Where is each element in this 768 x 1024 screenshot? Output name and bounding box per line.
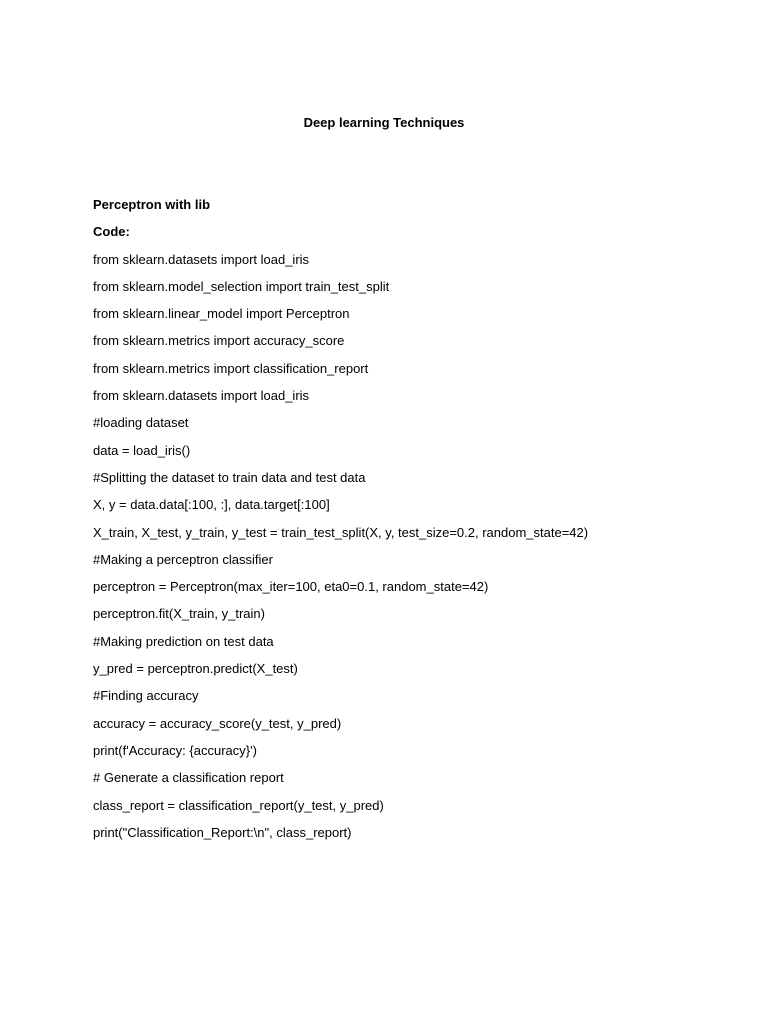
code-line: from sklearn.metrics import classification_report [93, 360, 369, 376]
document-title: Deep learning Techniques [303, 115, 465, 130]
code-line: class_report = classification_report(y_test, y_pred) [93, 797, 384, 813]
code-line: from sklearn.linear_model import Perceptron [93, 306, 350, 322]
code-label: Code: [93, 224, 130, 240]
code-line: print("Classification_Report:\n", class_report) [93, 824, 352, 840]
code-line: perceptron = Perceptron(max_iter=100, eta0=0.1, random_state=42) [93, 579, 489, 595]
code-comment: #Splitting the dataset to train data and test data [93, 469, 366, 485]
code-line: print(f'Accuracy: {accuracy}') [93, 742, 257, 758]
code-line: from sklearn.model_selection import train_test_split [93, 278, 390, 294]
code-line: perceptron.fit(X_train, y_train) [93, 606, 265, 622]
code-line: from sklearn.datasets import load_iris [93, 388, 310, 404]
code-line: from sklearn.metrics import accuracy_score [93, 333, 345, 349]
code-line: accuracy = accuracy_score(y_test, y_pred) [93, 715, 342, 731]
code-comment: #Making a perceptron classifier [93, 551, 273, 567]
section-heading: Perceptron with lib [93, 197, 211, 212]
code-line: y_pred = perceptron.predict(X_test) [93, 661, 298, 677]
code-line: X, y = data.data[:100, :], data.target[:100] [93, 497, 330, 513]
code-line: from sklearn.datasets import load_iris [93, 251, 310, 267]
code-comment: #Finding accuracy [93, 688, 199, 704]
code-line: data = load_iris() [93, 442, 191, 458]
code-comment: # Generate a classification report [93, 770, 284, 786]
code-comment: #Making prediction on test data [93, 633, 274, 649]
code-line: X_train, X_test, y_train, y_test = train_test_split(X, y, test_size=0.2, random_state=42) [93, 524, 589, 540]
code-comment: #loading dataset [93, 415, 189, 431]
document-body [93, 196, 733, 851]
